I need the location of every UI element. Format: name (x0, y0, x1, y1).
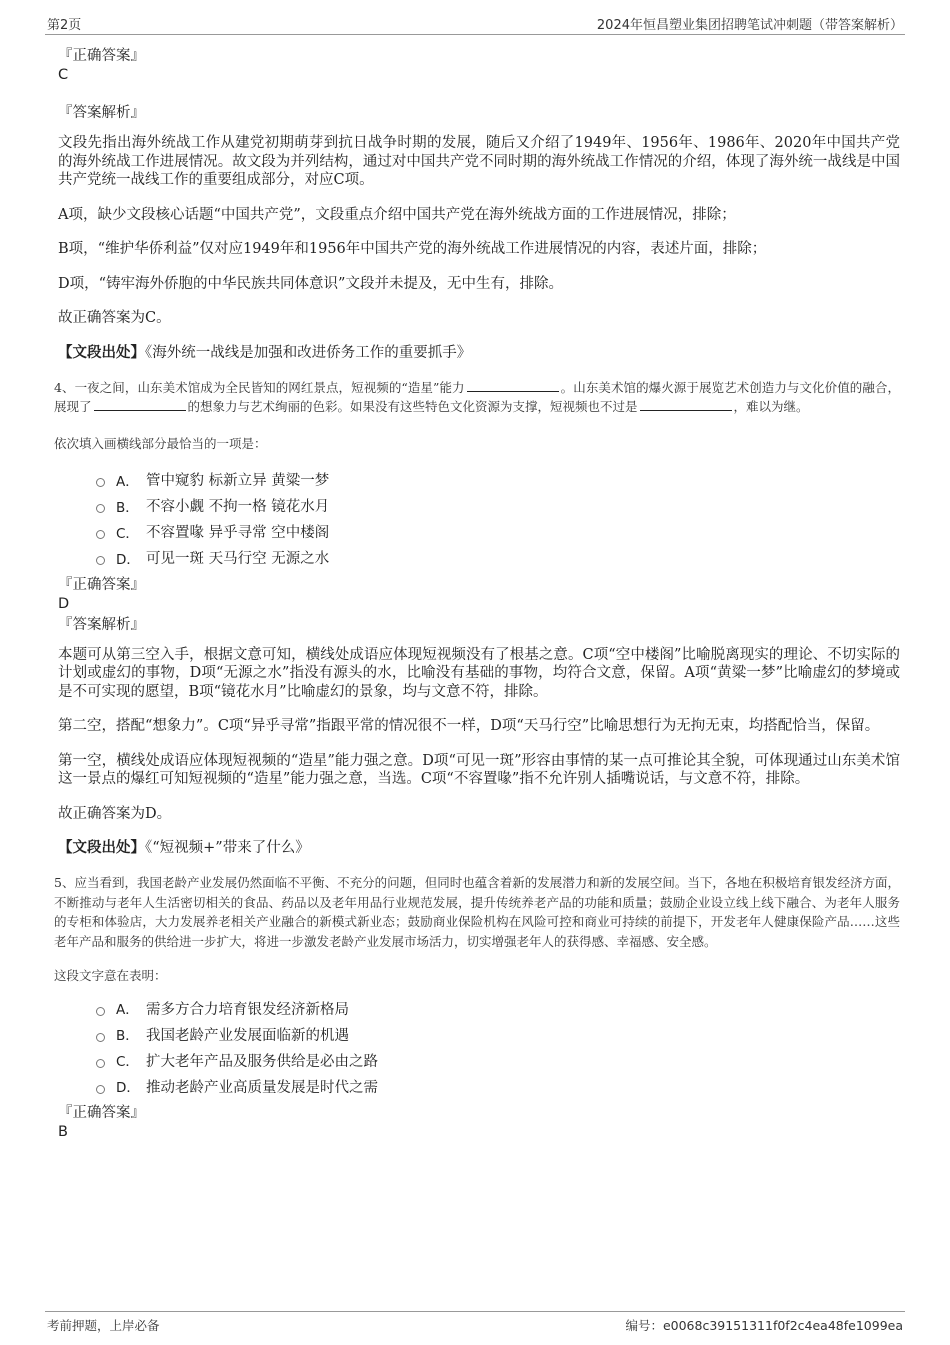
q3-analysis-paragraph: 故正确答案为C。 (58, 310, 171, 326)
q4-analysis-paragraph: 第二空，搭配“想象力”。C项“异乎寻常”指跟平常的情况很不一样，D项“天马行空”比喻思想行为无拘无束，均搭配恰当，保留。 (58, 718, 880, 734)
analysis-label: 『答案解析』 (58, 616, 145, 633)
document-id: 编号：e0068c39151311f0f2c4ea48fe1099ea (625, 1318, 903, 1333)
radio-icon[interactable] (96, 530, 105, 539)
q3-analysis-paragraph: 文段先指出海外统战工作从建党初期萌芽到抗日战争时期的发展，随后又介绍了1949年、1956年、1986年、2020年中国共产党的海外统战工作进展情况。故文段为并列结构，通过对中国共产党不同时期的海外统战工作情况的介绍，体现了海外统一战线是中国共产党统一战线工作的重要组成部分，对应C项。 (58, 135, 900, 188)
q4-options (96, 467, 900, 571)
q4-source (58, 839, 900, 857)
q4-option-a[interactable]: A． 管中窥豹 标新立异 黄粱一梦 (96, 467, 900, 493)
page-content (54, 44, 900, 1141)
source-tag: 【文段出处】 (58, 839, 145, 856)
source-title: 《海外统一战线是加强和改进侨务工作的重要抓手》 (145, 344, 472, 361)
q4-answer: D (58, 595, 70, 612)
q4-option-b[interactable]: B． 不容小觑 不拘一格 镜花水月 (96, 493, 900, 519)
document-title: 2024年恒昌塑业集团招聘笔试冲刺题（带答案解析） (596, 18, 903, 33)
q4-analysis-paragraph: 故正确答案为D。 (58, 805, 172, 822)
q4-analysis-paragraph: 本题可从第三空入手，根据文意可知，横线处成语应体现短视频没有了根基之意。C项“空中楼阁”比喻脱离现实的理论、不切实际的计划或虚幻的事物，D项“无源之水”指没有源头的水，比喻没有基础的事物，均符合文意，保留。A项“黄粱一梦”比喻虚幻的梦境或是不可实现的愿望，B项“镜花水月”比喻虚幻的景象，均与文意不符，排除。 (58, 646, 900, 700)
q4-analysis-paragraph: 第一空，横线处成语应体现短视频的“造星”能力强之意。D项“可见一斑”形容由事情的某一点可推论其全貌，可体现通过山东美术馆这一景点的爆红可知短视频的“造星”能力强之意，当选。C项“不容置喙”指不允许别人插嘴说话，与文意不符，排除。 (58, 752, 900, 787)
radio-icon[interactable] (96, 1033, 105, 1042)
q5-option-a[interactable]: A． 需多方合力培育银发经济新格局 (96, 995, 900, 1021)
correct-answer-label: 『正确答案』 (58, 48, 145, 64)
q3-source (58, 344, 900, 362)
q5-stem: 5、应当看到，我国老龄产业发展仍然面临不平衡、不充分的问题，但同时也蕴含着新的发展潜力和新的发展空间。当下，各地在积极培育银发经济方面，不断推动与老年人生活密切相关的食品、药品以及老年用品行业规范发展，提升传统养老产品的功能和质量；鼓励企业设立线上线下融合、为老年人服务的专柜和体验店，大力发展养老相关产业融合的新模式新业态；鼓励商业保险机构在风险可控和商业可持续的前提下，开发老年人健康保险产品……这些老年产品和服务的供给进一步扩大，将进一步激发老龄产业发展市场活力，切实增强老年人的获得感、幸福感、安全感。 (54, 875, 900, 949)
q5-option-b[interactable]: B． 我国老龄产业发展面临新的机遇 (96, 1021, 900, 1047)
radio-icon[interactable] (96, 1059, 105, 1068)
q3-answer: C (58, 67, 69, 83)
q5-options (96, 995, 900, 1099)
q5-answer: B (58, 1124, 68, 1140)
q3-analysis-paragraph: A项，缺少文段核心话题“中国共产党”，文段重点介绍中国共产党在海外统战方面的工作进展情况，排除； (58, 206, 736, 223)
source-tag: 【文段出处】 (58, 343, 145, 361)
fill-blank (640, 398, 732, 411)
q4-option-d[interactable]: D． 可见一斑 天马行空 无源之水 (96, 545, 900, 571)
radio-icon[interactable] (96, 1085, 105, 1094)
q3-analysis-paragraph: B项，“维护华侨利益”仅对应1949年和1956年中国共产党的海外统战工作进展情况的内容，表述片面，排除； (58, 241, 767, 257)
correct-answer-label: 『正确答案』 (58, 576, 145, 593)
q4-prompt: 依次填入画横线部分最恰当的一项是： (54, 435, 267, 451)
q3-analysis-paragraph: D项，“铸牢海外侨胞的中华民族共同体意识”文段并未提及，无中生有，排除。 (58, 275, 563, 292)
footer-slogan: 考前押题，上岸必备 (47, 1318, 160, 1333)
radio-icon[interactable] (96, 556, 105, 565)
page-footer (45, 1311, 905, 1336)
analysis-label: 『答案解析』 (58, 105, 145, 121)
q4-option-c[interactable]: C． 不容置喙 异乎寻常 空中楼阁 (96, 519, 900, 545)
radio-icon[interactable] (96, 1007, 105, 1016)
radio-icon[interactable] (96, 504, 105, 513)
fill-blank (467, 379, 559, 392)
q4-stem: 4、一夜之间，山东美术馆成为全民皆知的网红景点，短视频的“造星”能力 。山东美术馆的爆火源于展览艺术创造力与文化价值的融合，展现了 的想象力与艺术绚丽的色彩。如果没有这些特色文化资源为支撑，短视频也不过是 ，难以为继。 (54, 379, 900, 414)
source-title: 《“短视频+”带来了什么》 (145, 840, 310, 856)
fill-blank (94, 398, 186, 411)
q5-option-c[interactable]: C． 扩大老年产品及服务供给是必由之路 (96, 1047, 900, 1073)
correct-answer-label: 『正确答案』 (58, 1105, 145, 1121)
q5-option-d[interactable]: D． 推动老龄产业高质量发展是时代之需 (96, 1073, 900, 1099)
q5-prompt: 这段文字意在表明： (54, 968, 167, 983)
radio-icon[interactable] (96, 478, 105, 487)
page-number: 第2页 (47, 18, 82, 33)
page-header (45, 12, 905, 35)
